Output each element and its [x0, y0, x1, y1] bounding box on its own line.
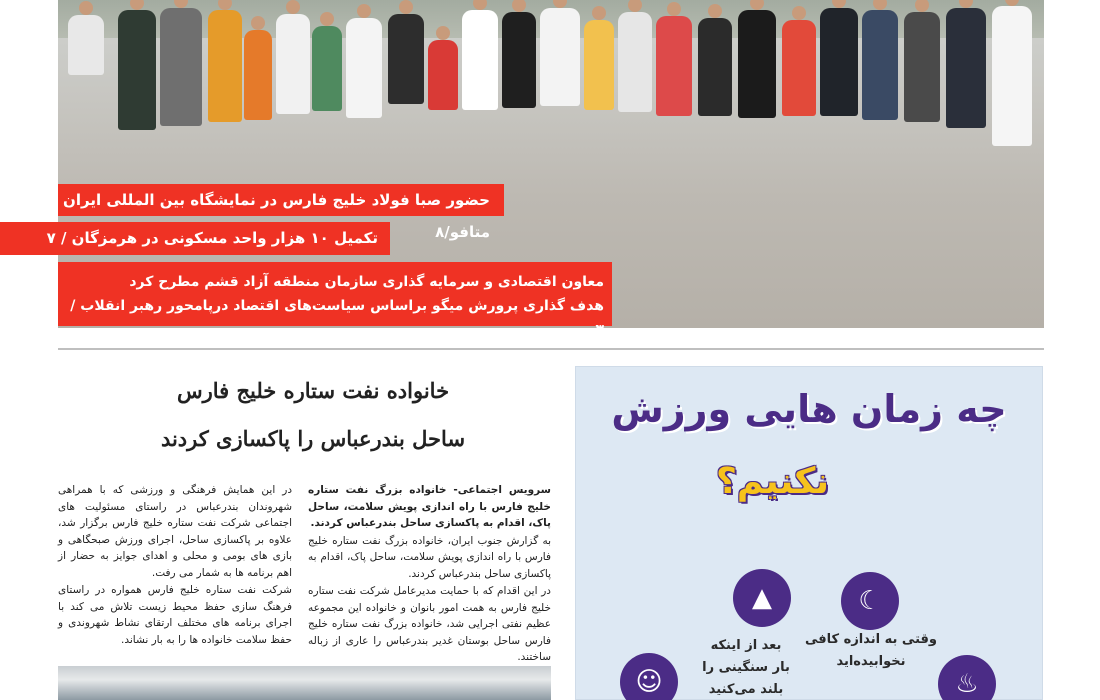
article-photo	[58, 666, 551, 700]
article-column-left	[58, 482, 292, 649]
person	[462, 10, 498, 110]
article-column-right	[308, 482, 551, 667]
person	[862, 10, 898, 120]
person	[208, 10, 242, 122]
headline-text: حضور صبا فولاد خلیج فارس در نمایشگاه بین المللی ایران متافو/۸	[63, 191, 490, 241]
sleep-icon: ☾	[841, 572, 899, 630]
article-paragraph: در این اقدام که با حمایت مدیرعامل شرکت نفت ستاره خلیج فارس به همت امور بانوان و خانواده این مجموعه عظیم نفتی اجرایی شد، خانواده بزرگ نفت ستاره خلیج فارس ساحل بوستان غدیر بندرعباس را عاری از زباله ساختند.	[308, 585, 551, 663]
infographic-panel	[575, 366, 1043, 700]
article-paragraph: شرکت نفت ستاره خلیج فارس همواره در راستای فرهنگ سازی حفظ محیط زیست تلاش می کند با اجرای برنامه های مختلف ارتقای نشاط شهروندی و حفظ سلامت خانواده ها را به بار نشاند.	[58, 584, 292, 646]
person	[276, 14, 310, 114]
caption-sleep: وقتی به اندازه کافی نخوابیده‌اید	[805, 632, 937, 669]
person	[388, 14, 424, 104]
person	[992, 6, 1032, 146]
person	[738, 10, 776, 118]
article-paragraph: به گزارش جنوب ایران، خانواده بزرگ نفت ستاره خلیج فارس با راه اندازی پویش سلامت، ساحل پاک، اقدام به پاکسازی ساحل بندرعباس کردند.	[308, 534, 551, 580]
sick-person-icon: ☺	[620, 653, 678, 700]
person	[584, 20, 614, 110]
lifting-icon: ▲	[733, 569, 791, 627]
person	[312, 26, 342, 111]
infographic-title: چه زمان هایی ورزش	[611, 387, 1007, 431]
person	[946, 8, 986, 128]
person	[656, 16, 692, 116]
headline-text: هدف گذاری پرورش میگو براساس سیاست‌های اقتصاد درپامحور رهبر انقلاب / ۳	[70, 298, 604, 338]
person	[244, 30, 272, 120]
person	[904, 12, 940, 122]
section-divider	[58, 348, 1044, 350]
person	[782, 20, 816, 116]
article-paragraph: در این همایش فرهنگی و ورزشی که با همراهی شهروندان بندرعباس در راستای مسئولیت های اجتماعی شرکت نفت ستاره خلیج فارس برگزار شد، علاوه بر پاکسازی ساحل، اجرای ورزش صبحگاهی و بازی های بومی و محلی و اهدای جوایز به حضار از اهم برنامه ها به شمار می رفت.	[58, 484, 292, 579]
person	[428, 40, 458, 110]
headline-bar-3[interactable]	[58, 262, 612, 338]
person	[346, 18, 382, 118]
person	[540, 8, 580, 106]
thermometer-icon: ♨	[938, 655, 996, 700]
person	[68, 15, 104, 75]
person	[160, 8, 202, 126]
headline-bar-2[interactable]	[0, 222, 390, 255]
infographic-subtitle: نکنیم؟	[716, 461, 829, 502]
article-title-line-1: خانواده نفت ستاره خلیج فارس	[176, 378, 450, 403]
person	[820, 8, 858, 116]
person	[698, 18, 732, 116]
caption-lifting: بعد از اینکه بار سنگینی را بلند می‌کنید	[702, 638, 790, 697]
person	[502, 12, 536, 108]
person	[118, 10, 156, 130]
article-paragraph: سرویس اجتماعی- خانواده بزرگ نفت ستاره خلیج فارس با راه اندازی پویش سلامت، ساحل پاک، اقدام به پاکسازی ساحل بندرعباس کردند.	[308, 484, 551, 529]
headline-text: معاون اقتصادی و سرمایه گذاری سازمان منطقه آزاد قشم مطرح کرد	[129, 274, 604, 290]
headline-text: تکمیل ۱۰ هزار واحد مسکونی در هرمزگان / ۷	[46, 229, 378, 247]
article-title-line-2: ساحل بندرعباس را پاکسازی کردند	[160, 426, 466, 451]
person	[618, 12, 652, 112]
crowd-group	[58, 0, 1044, 160]
